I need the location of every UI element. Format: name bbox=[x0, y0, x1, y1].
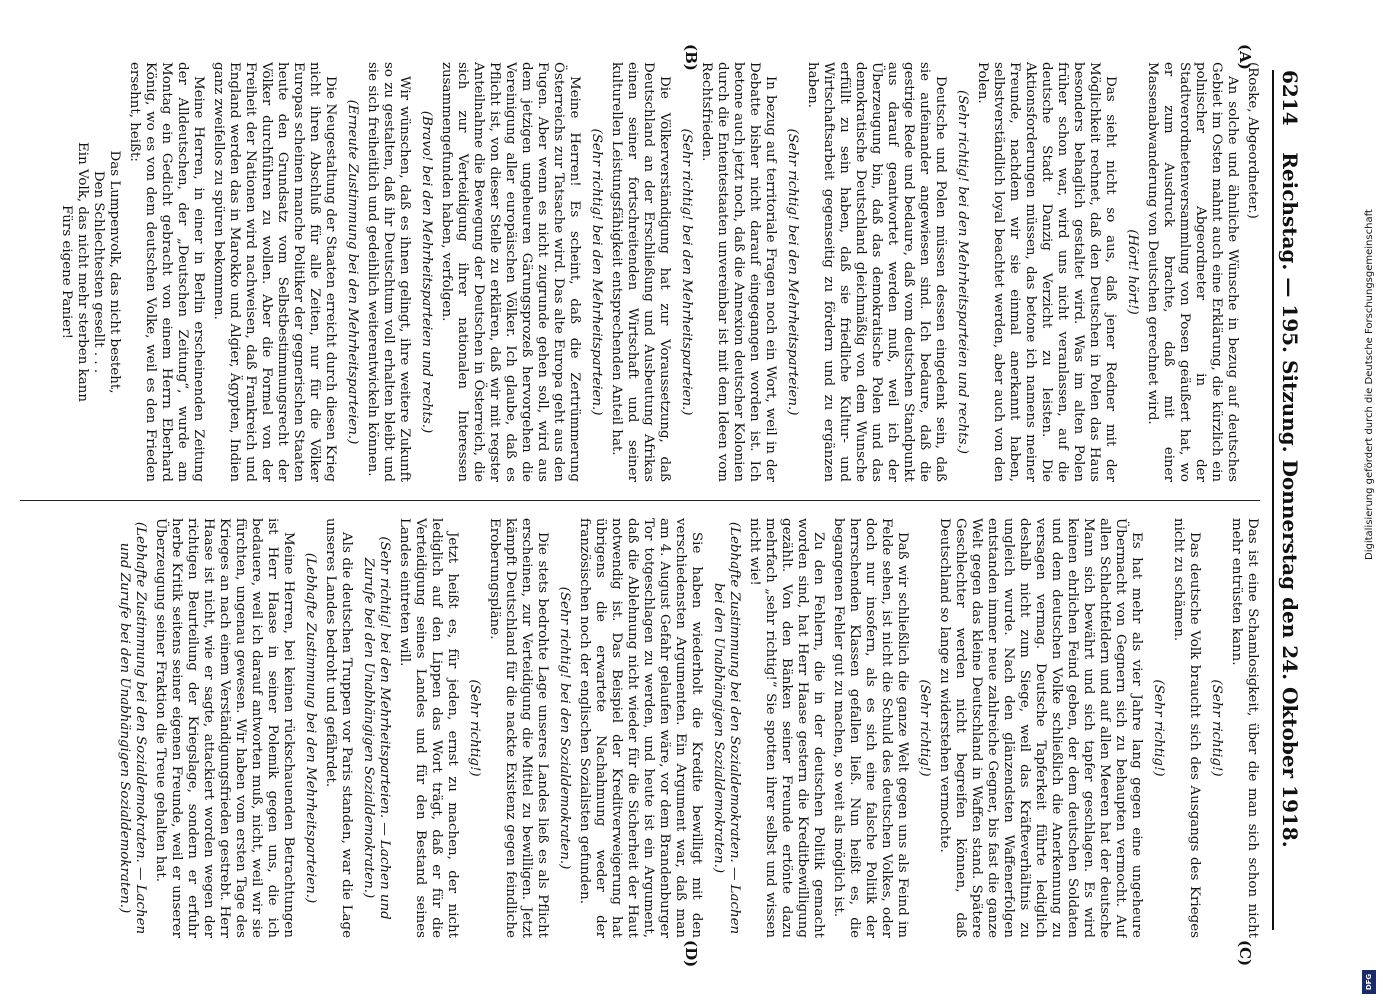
paragraph: Meine Herren, bei keinen rückschauenden Betrachtungen ist Herr Haase in seiner Polemik gegen uns, die ich bedauere, weil ich darauf antworten muß, nicht, weil wir sie fürchten, ungenau gewesen. Wir haben vom ersten Tage des Krieges an nach einem Verständigungsfrieden gestrebt. Herr Haase ist nicht, wie er sagte, attackiert worden wegen der richtigen Beurteilung der Kriegslage, sondern er erfuhr herbe Kritik seitens seiner eigenen Freunde, weil er unserer Überzeugung seiner Fraktion die Treue gehalten hat. bbox=[153, 518, 296, 938]
paragraph: Daß wir schließlich die ganze Welt gegen uns als Feind im Felde sehen, ist nicht die Schuld des deutschen Volkes, oder doch nur insofern, als es sich eine falsche Politik der herrschenden Klassen gefallen ließ. Nun heißt es, die begangenen Fehler gut zu machen, so weit als möglich ist. bbox=[831, 518, 910, 938]
paragraph: Meine Herren! Es scheint, daß die Zertrümmerung Österreichs zur Tatsache wird. Das alte Europa geht aus den Fugen. Aber wenn es nicht zugrunde gehen soll, wird aus dem jetzigen ungeheuren Gärungsprozeß hervorgehen die Vereinigung aller europäischen Völker. Ich glaube, daß es Pflicht ist, von dieser Stelle zu erklären, daß wir mit regster Anteilnahme die Bewegung der Deutschen in Österreich, die sich zur Verteidigung ihrer nationalen Interessen zusammengefunden haben, verfolgen. bbox=[439, 62, 582, 482]
right-column bbox=[20, 518, 1260, 938]
paragraph: Wir wünschen, daß es ihnen gelingt, ihre weitere Zukunft so zu gestalten, daß ihr Deutschtum voll erhalten bleibt und sie sich freiheitlich und gedeihlich weiterentwickeln können. bbox=[365, 62, 412, 482]
paragraph: Die stets bedrohte Lage unseres Landes ließ es als Pflicht erscheinen, zur Verteidigung die Mittel zu bewilligen. Jetzt kämpft Deutschland für die nackte Existenz gegen feindliche Eroberungspläne. bbox=[487, 518, 550, 938]
interjection: (Lebhafte Zustimmung bei den Mehrheitsparteien.) bbox=[303, 552, 318, 904]
interjection: (Lebhafte Zustimmung bei den Sozialdemokraten. — Lachen und Zurufe bei den Unabhängigen Sozialdemokraten.) bbox=[117, 521, 148, 935]
paragraph: In bezug auf territoriale Fragen noch ein Wort, weil in der Debatte bisher nicht darauf eingegangen worden ist. Ich betone auch jetzt noch, daß die Annexion deutscher Kolonien durch die Ententestaaten unvereinbar ist mit dem Ideen vom Rechtsfrieden. bbox=[699, 62, 778, 482]
paragraph: Deutsche und Polen müssen dessen eingedenk sein, daß sie aufeinander angewiesen sind. Ich bedaure, daß die gestrige Rede und bedaure, daß vom deutschen Standpunkt aus darauf geantwortet werden muß, weil ich der Überzeugung bin, daß das demokratische Polen und das demokratische Deutschland gleichmäßig von dem Wunsche erfüllt zu sein haben, daß sie friedliche Kultur- und Wirtschaftsarbeit gegenseitig zu fördern und zu ergänzen haben. bbox=[805, 62, 948, 482]
interjection: (Sehr richtig! bei den Mehrheitsparteien. — Lachen und Zurufe bei den Unabhängigen Sozialdemokraten.) bbox=[361, 536, 392, 920]
column-divider bbox=[20, 500, 1260, 501]
digitization-credit: Digitalisierung gefördert durch die Deutsche Forschungsgemeinschaft bbox=[1364, 209, 1375, 560]
poem-line: Fürs eigene Panier! bbox=[59, 205, 74, 339]
poem-line: Den Schlechtesten gesellt . . . bbox=[91, 170, 106, 374]
poem-line: Ein Volk, das nicht mehr sterben kann bbox=[75, 142, 90, 402]
session-title: Reichstag. — 195. Sitzung. Donnerstag den 24. Oktober 1918. bbox=[1278, 152, 1302, 848]
margin-mark-d: (D) bbox=[682, 940, 700, 968]
interjection: (Sehr richtig!) bbox=[1209, 679, 1224, 777]
dfg-logo bbox=[1362, 970, 1376, 994]
margin-mark-b: (B) bbox=[682, 44, 700, 71]
interjection: (Sehr richtig!) bbox=[467, 679, 482, 777]
paragraph: Als die deutschen Truppen vor Paris standen, war die Lage unseres Landes bedroht und gefährdet. bbox=[323, 518, 354, 938]
dfg-logo-text: DFG bbox=[1365, 973, 1373, 991]
paragraph: Die Völkerverständigung hat zur Voraussetzung, daß Deutschland an der Erschließung und Ausbeutung Afrikas einen seiner fortschreitenden Wirtschaft und seiner kulturellen Leistungsfähigkeit entsprechenden Anteil hat. bbox=[609, 62, 672, 482]
left-column bbox=[20, 62, 1260, 482]
interjection: (Sehr richtig! bei den Sozialdemokraten.) bbox=[557, 586, 572, 870]
poem-line: Das Lumpenvolk, das nicht besteht, bbox=[107, 150, 122, 394]
interjection: (Sehr richtig!) bbox=[1151, 679, 1166, 777]
interjection: (Lebhafte Zustimmung bei den Sozialdemokraten. — Lachen bei den Unabhängigen Sozialdemokraten.) bbox=[711, 521, 742, 935]
speaker-note: (Roske, Abgeordneter.) bbox=[1245, 62, 1260, 219]
paragraph: An solche und ähnliche Wünsche in bezug auf deutsches Gebiet im Osten mahnt auch eine Erklärung, die kürzlich ein polnischer Abgeordneter in der Stadtverordnetenversammlung von Posen geäußert hat, wo er zum Ausdruck brachte, daß mit einer Massenabwanderung von Deutschen gerechnet wird. bbox=[1145, 62, 1240, 482]
paragraph: Das deutsche Volk braucht sich des Ausgangs des Krieges nicht zu schämen. bbox=[1171, 518, 1202, 938]
interjection: (Sehr richtig! bei den Mehrheitsparteien.) bbox=[785, 128, 800, 416]
paragraph: Es hat mehr als vier Jahre lang gegen eine ungeheure Übermacht von Gegnern sich zu behaupten vermocht. Auf allen Schlachtfeldern und auf allen Meeren hat der deutsche Mann sich bewährt und sich tapfer geschlagen. Es wird keinen ehrlichen Feind geben, der dem deutschen Soldaten und dem deutschen Volke schließlich die Anerkennung zu versagen vermag. Deutsche Tapferkeit führte lediglich deshalb nicht zum Siege, weil das Kräfteverhältnis zu ungleich wurde. Nach den glänzendsten Waffenerfolgen entstanden immer neue zahlreiche Gegner, bis fast die ganze Welt gegen das kleine Deutschland in Waffen stand. Spätere Geschlechter werden nicht begreifen können, daß Deutschland so lange zu widerstehen vermochte. bbox=[937, 518, 1144, 938]
paragraph: Sie haben wiederholt die Kredite bewilligt mit den verschiedensten Argumenten. Ein Argument war, daß man am 4. August Gefahr gelaufen wäre, vor dem Brandenburger Tor totgeschlagen zu werden, und heute ist ein Argument, daß die Ablehnung nicht wieder für die Sicherheit der Haut notwendig ist. Das Beispiel der Kreditverweigerung hat übrigens die erwartete Nachahmung weder der französischen noch der englischen Sozialisten gefunden. bbox=[577, 518, 704, 938]
interjection: (Erneute Zustimmung bei den Mehrheitsparteien.) bbox=[345, 99, 360, 445]
interjection: (Sehr richtig!) bbox=[917, 679, 932, 777]
interjection: (Bravo! bei den Mehrheitsparteien und rechts.) bbox=[419, 110, 434, 434]
paragraph: Meine Herren, in einer in Berlin erscheinenden Zeitung der Alldeutschen, der „Deutschen Zeitung“, wurde am Montag ein Gedicht gebracht von einem Herrn Eberhard König, wo es von dem deutschen Volke, weil es den Frieden ersehnt, heißt: bbox=[127, 62, 206, 482]
interjection: (Hört! hört!) bbox=[1125, 229, 1140, 315]
margin-mark-c: (C) bbox=[1236, 940, 1254, 967]
page-number: 6214 bbox=[1278, 70, 1302, 126]
interjection: (Sehr richtig! bei den Mehrheitsparteien und rechts.) bbox=[955, 89, 970, 455]
page-header bbox=[1272, 70, 1308, 930]
paragraph: Die Neugestaltung der Staaten erreicht durch diesen Krieg nicht ihren Abschluß für alle Zeiten, nur für die Völker Europas scheinen manche Politiker der gegnerischen Staaten heute den Grundsatz vom Selbstbestimmungsrecht der Völker durchführen zu wollen. Aber die Formel von der Freiheit der Nationen wird nachweisen, daß Frankreich und England werden das in Marokko und Algier, Ägypten, Indien ganz zweifellos zu spüren bekommen. bbox=[211, 62, 338, 482]
paragraph: Das sieht nicht so aus, daß jener Redner mit der Möglichkeit rechnet, daß den Deutschen in Polen das Haus besonders behaglich gestaltet wird. Was im alten Polen früher schon war, wird uns nicht veranlassen, auf die deutsche Stadt Danzig Verzicht zu leisten. Die Aktionsforderungen müssen, das betone ich namens meiner Freunde, nachdem wir sie einmal anerkannt haben, selbstverständlich loyal beachtet werden, aber auch von den Polen. bbox=[975, 62, 1118, 482]
paragraph: Zu den Fehlern, die in der deutschen Politik gemacht worden sind, hat Herr Haase gestern die Kreditbewilligung gezählt. Von den Bänken seiner Freunde ertönte dazu mehrfach „sehr richtig!“ Sie spotten ihrer selbst und wissen nicht wie! bbox=[747, 518, 826, 938]
paragraph: Jetzt heißt es, für jeden, ernst zu machen, der nicht lediglich auf den Lippen das Wort trägt, daß er für die Verteidigung seines Landes und für den Bestand seines Landes eintreten will. bbox=[397, 518, 460, 938]
paragraph: Das ist eine Schamlosigkeit, über die man sich schon nicht mehr entrüsten kann. bbox=[1229, 518, 1260, 938]
interjection: (Sehr richtig! bei den Mehrheitsparteien.) bbox=[589, 128, 604, 416]
interjection: (Sehr richtig! bei den Mehrheitsparteien.) bbox=[679, 128, 694, 416]
margin-mark-a: (A) bbox=[1236, 44, 1254, 70]
